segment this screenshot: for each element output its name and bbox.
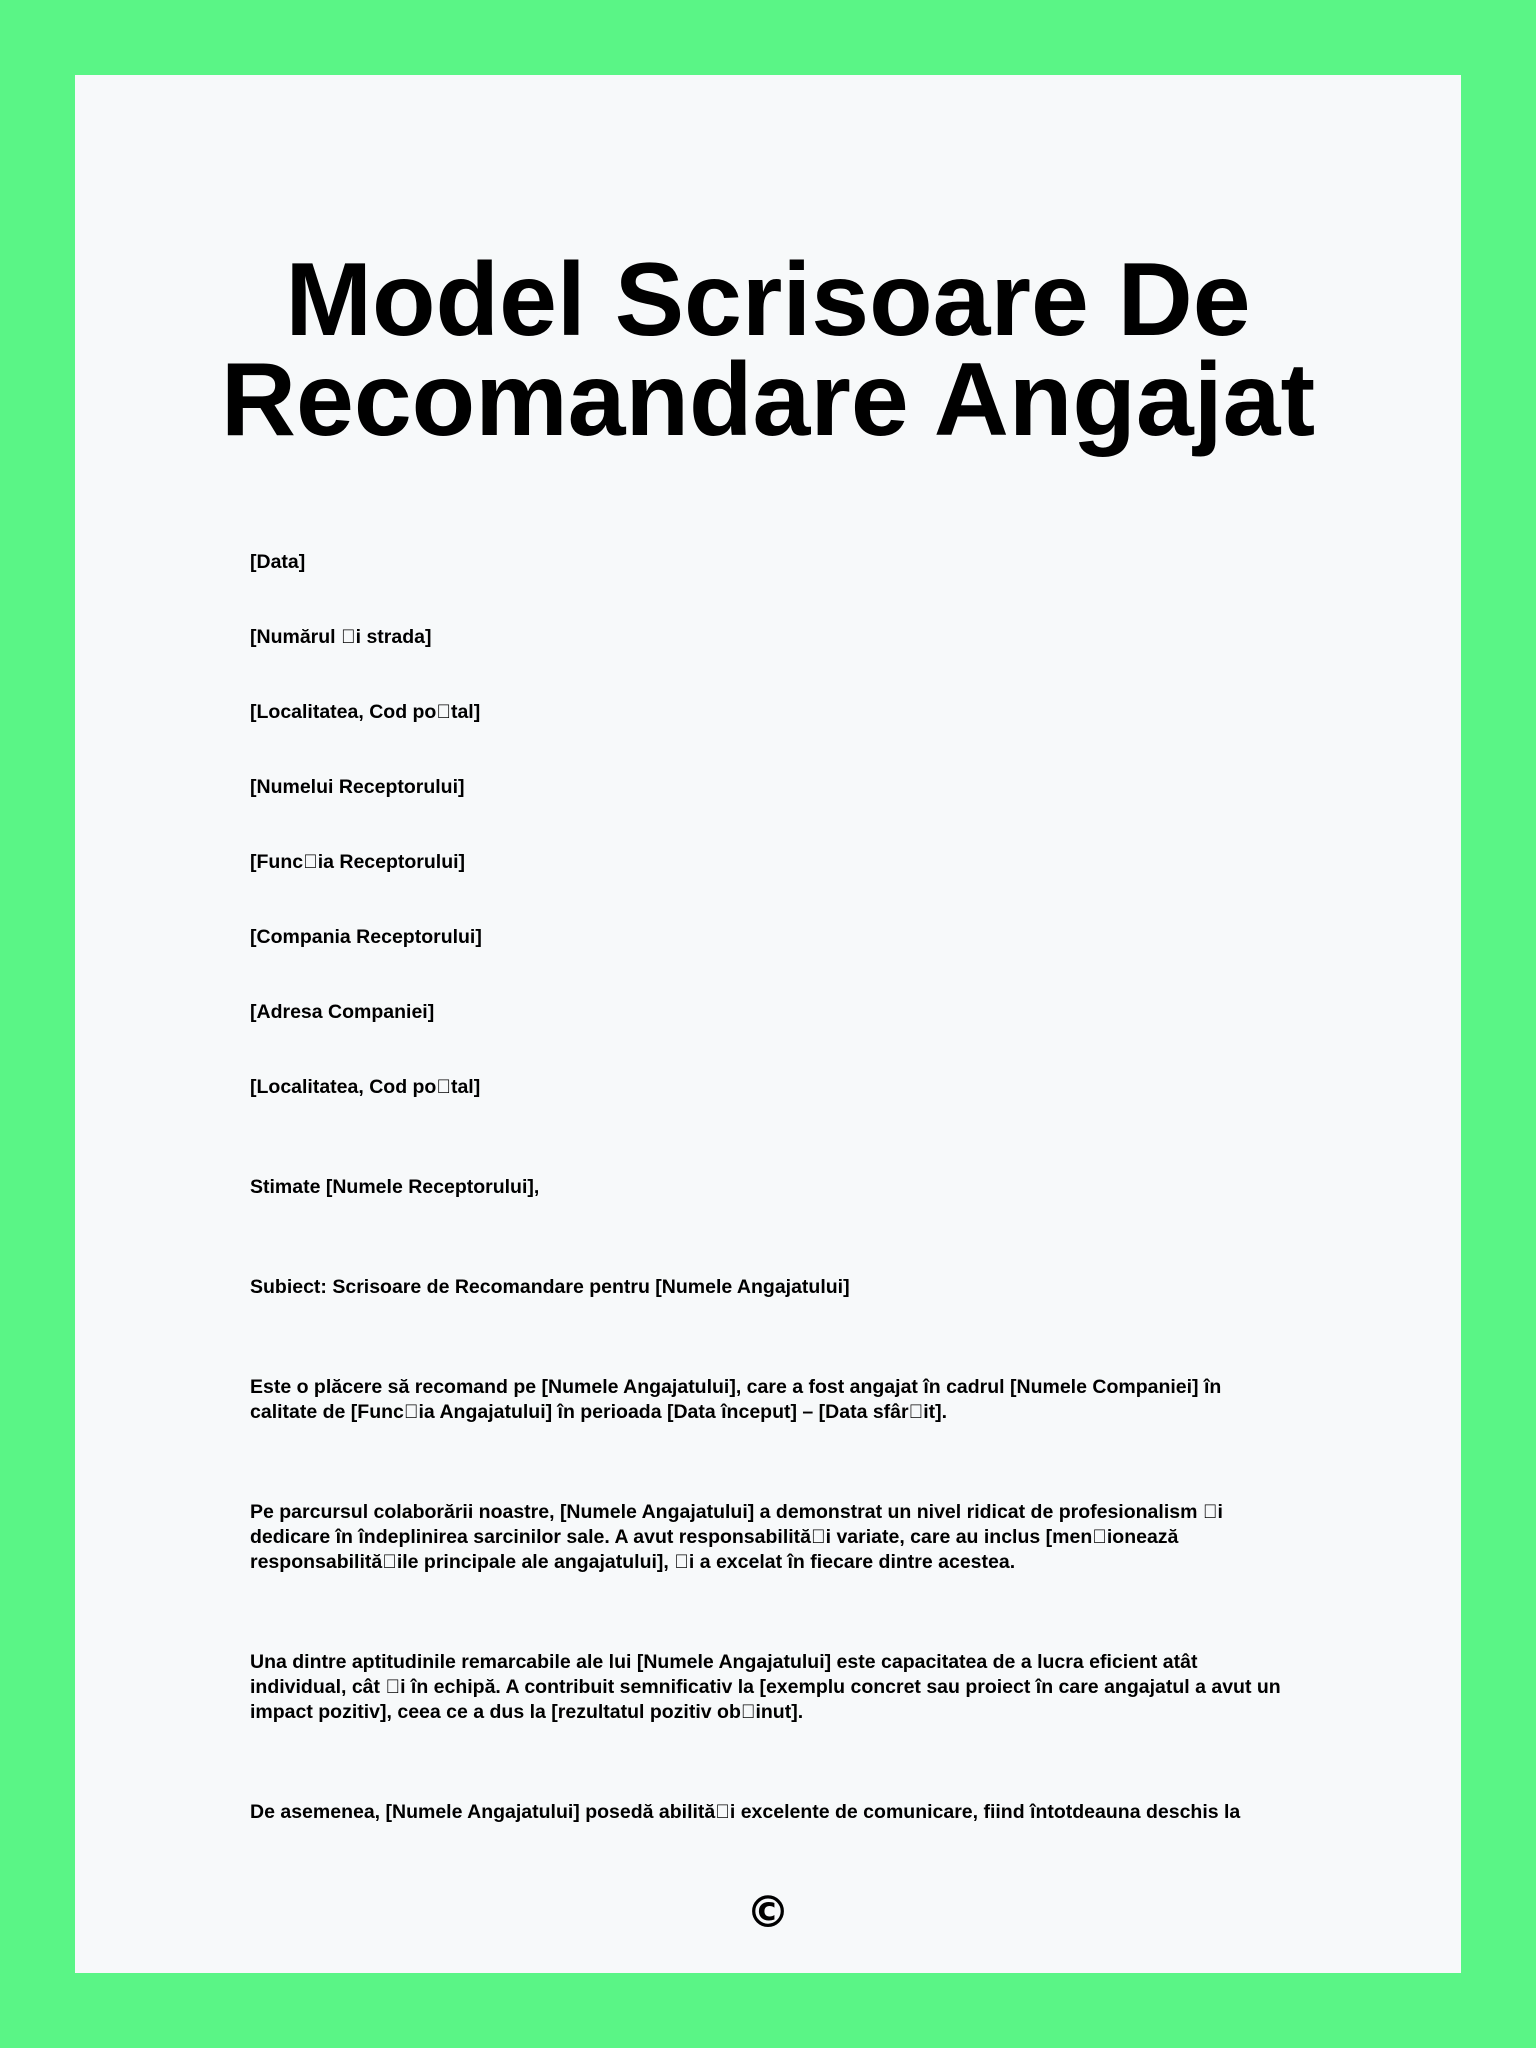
copyright-icon: © [746, 1887, 790, 1938]
subject-line: Subiect: Scrisoare de Recomandare pentru [Numele Angajatului] [250, 1276, 850, 1298]
header-line-receiver-function: [Func ia Receptorului] [250, 851, 466, 873]
document-page [75, 75, 1461, 1973]
header-line-company-address: [Adresa Companiei] [250, 1001, 435, 1023]
title-line-1: Model Scrisoare De [285, 242, 1251, 358]
header-line-receiver-name: [Numelui Receptorului] [250, 776, 465, 798]
paragraph: De asemenea, [Numele Angajatului] posedă abilită i excelente de comunicare, fiind întotdeauna deschis la [250, 1801, 1241, 1823]
header-line-company-locality: [Localitatea, Cod po tal] [250, 1076, 481, 1098]
page-title [75, 242, 1461, 458]
paragraph: Una dintre aptitudinile remarcabile ale lui [Numele Angajatului] este capacitatea de a lucra eficient atât individual, cât  i în echipă. A contribuit semnificativ la [exemplu concret sau proiect în care angajatul a avut un impact pozitiv], ceea ce a dus la [rezultatul pozitiv ob inut]. [250, 1651, 1281, 1723]
header-line-street: [Numărul  i strada] [250, 626, 432, 648]
header-line-receiver-company: [Compania Receptorului] [250, 926, 482, 948]
salutation: Stimate [Numele Receptorului], [250, 1176, 540, 1198]
header-line-locality: [Localitatea, Cod po tal] [250, 701, 481, 723]
paragraph: Este o plăcere să recomand pe [Numele Angajatului], care a fost angajat în cadrul [Numele Companiei] în calitate de [Func ia Angajatului] în perioada [Data început] – [Data sfâr it]. [250, 1376, 1222, 1423]
header-line-date: [Data] [250, 551, 306, 573]
title-line-2: Recomandare Angajat [220, 342, 1316, 458]
paragraph: Pe parcursul colaborării noastre, [Numele Angajatului] a demonstrat un nivel ridicat de profesionalism  i dedicare în îndeplinirea sarcinilor sale. A avut responsabilită i variate, care au inclus [men ionează responsabilită ile principale ale angajatului],  i a excelat în fiecare dintre acestea. [250, 1501, 1223, 1573]
